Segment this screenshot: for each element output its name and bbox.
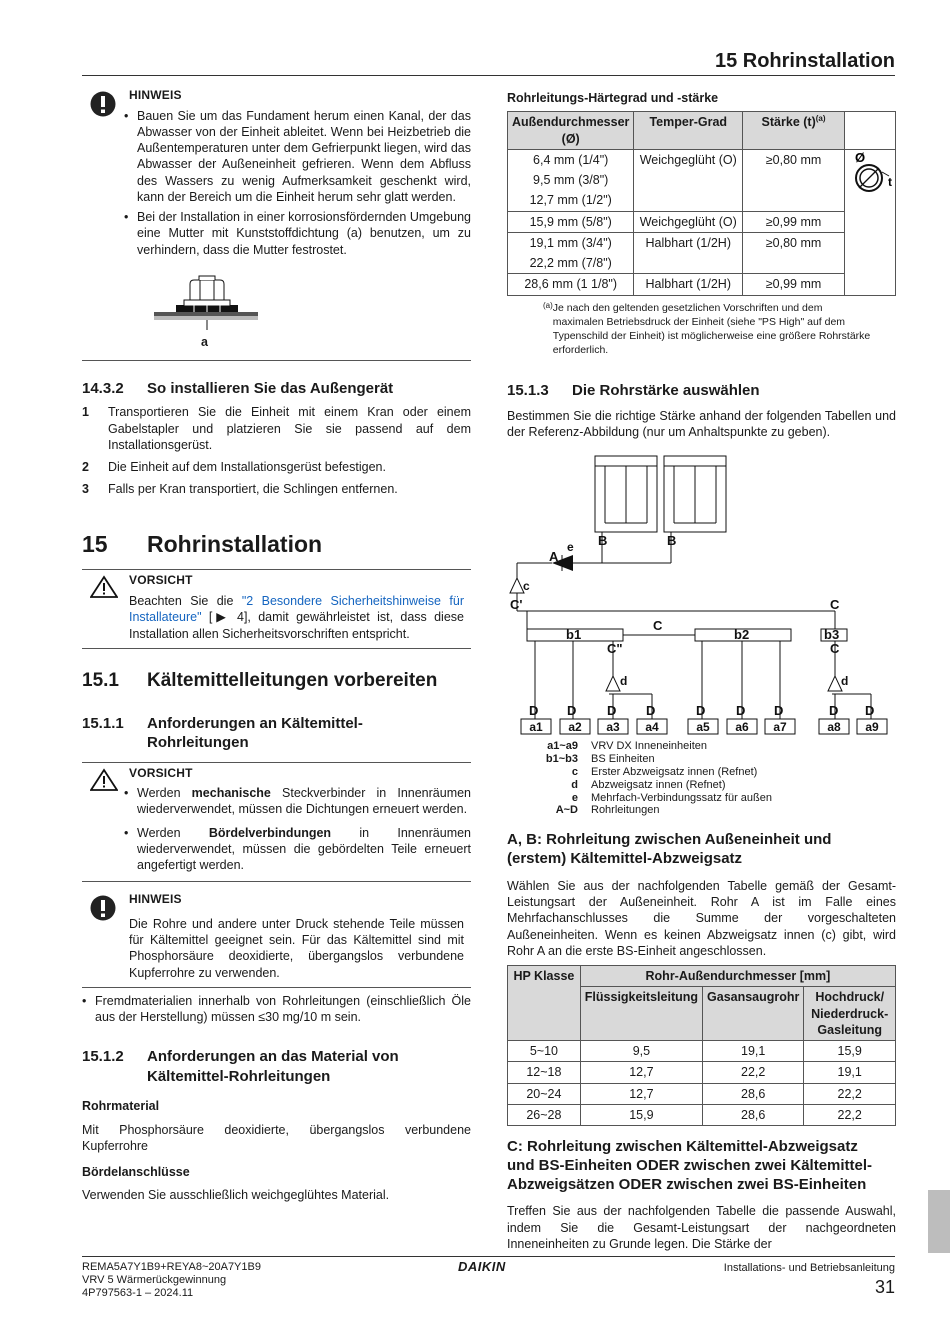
- table-cell: 6,4 mm (1/4"): [508, 149, 634, 170]
- legend-key: b1~b3: [545, 753, 578, 766]
- label-D: D: [607, 703, 617, 719]
- diagram-legend: [507, 740, 896, 817]
- label-b2: b2: [734, 627, 750, 643]
- table-cell: 20~24: [508, 1083, 581, 1104]
- table-row: [508, 1104, 896, 1125]
- label-d: d: [620, 674, 628, 689]
- table-cell: 19,1: [804, 1062, 896, 1083]
- table-cell: 15,9: [580, 1104, 702, 1125]
- legend-row: [507, 779, 896, 792]
- section-15-1-1-heading: [82, 714, 471, 753]
- text-run: Steckverbinder in Innenräumen wiederverwendet, müssen die Dichtungen erneuert werden.: [137, 786, 472, 817]
- label-a7: a7: [773, 720, 787, 735]
- table-cell: 9,5 mm (3/8"): [508, 170, 634, 190]
- section-title: So installieren Sie das Außengerät: [147, 379, 394, 397]
- refnet-d-icon: [828, 676, 842, 691]
- pipe-symbol-cell: [844, 149, 895, 295]
- section-number: 15.1.2: [82, 1048, 124, 1066]
- warning-triangle-icon: [90, 575, 118, 599]
- notice-item: • Bei der Installation in einer korrosionsfördernden Umgebung eine Mutter mit Kunststoffdichtung (a) benutzen, um zu verhindern, dass die Mutter festrostet.: [137, 209, 471, 258]
- legend-row: [507, 753, 896, 766]
- step-number: 1: [82, 405, 89, 420]
- label-c: c: [523, 579, 530, 594]
- table-row: [508, 1041, 896, 1062]
- notice-label: HINWEIS: [129, 88, 182, 102]
- legend-value: BS Einheiten: [591, 753, 655, 766]
- haerte-table: [507, 111, 896, 295]
- table-cell: Halbhart (1/2H): [634, 232, 743, 253]
- legend-value: Abzweigsatz innen (Refnet): [591, 778, 726, 791]
- table-row: [508, 170, 896, 190]
- legend-key: d: [571, 778, 578, 791]
- section-ab-heading: [507, 831, 896, 869]
- notice-item: • Bauen Sie um das Fundament herum einen Kanal, der das Abwasser von der Einheit ableitet. Wenn bei Heizbetrieb die Außentemperaturen unter dem Gefrierpunkt liegen, wird das Abwasser der Außeneinheit gefrieren. Wenn dem Abfluss des Wassers zu wenig Aufmerksamkeit geschenkt wird, kann der Bereich um die Einheit herum sehr glatt werden.: [137, 108, 471, 206]
- notice-item: [137, 785, 471, 818]
- notice-hinweis-2: [82, 892, 471, 988]
- text-run: Werden: [137, 786, 192, 801]
- bullet-foreign-material: • Fremdmaterialien innerhalb von Rohrleitungen (einschließlich Öle aus der Herstellung) müssen ≤30 mg/10 m sein.: [95, 993, 471, 1026]
- legend-key: A~D: [555, 804, 578, 817]
- table-cell: 12~18: [508, 1062, 581, 1083]
- table-cell: [743, 253, 845, 274]
- table-row: [508, 274, 896, 295]
- label-b1: b1: [566, 627, 582, 643]
- table-cell: ≥0,99 mm: [743, 211, 845, 232]
- chapter-heading: [82, 530, 471, 560]
- footer-product: VRV 5 Wärmerückgewinnung: [82, 1274, 227, 1287]
- table-cell: 9,5: [580, 1041, 702, 1062]
- notice-text: Die Rohre und andere unter Druck stehende Teile müssen für Kältemittel geeignet sein. Für das Kältemittel sind mit Phosphorsäure deoxidierte, übergangslos verbundene Kupferrohre zu verwenden.: [129, 916, 464, 980]
- col-header: Temper-Grad: [634, 112, 743, 150]
- label-a1: a1: [529, 720, 543, 735]
- table-row: [508, 190, 896, 211]
- col-header-group: Rohr-Außendurchmesser [mm]: [580, 966, 895, 987]
- footer-model: REMA5A7Y1B9+REYA8~20A7Y1B9: [82, 1261, 261, 1273]
- pipe-cross-section-icon: [847, 150, 897, 200]
- legend-key: a1~a9: [547, 740, 578, 753]
- notice-vorsicht-2: [82, 762, 471, 883]
- label-a2: a2: [568, 720, 582, 735]
- right-column: [507, 90, 896, 1252]
- piping-diagram: [507, 453, 896, 738]
- notice-label: HINWEIS: [129, 892, 182, 907]
- table-row: [508, 149, 896, 170]
- text-boerdel: Verwenden Sie ausschließlich weichgeglühtes Material.: [82, 1188, 390, 1203]
- notice-label: VORSICHT: [129, 573, 193, 588]
- label-d: d: [841, 674, 849, 689]
- table-cell: [634, 190, 743, 211]
- section-15-1-3-text: Bestimmen Sie die richtige Stärke anhand der folgenden Tabellen und der Referenz-Abbildung (nur um Anhaltspunkte zu geben).: [507, 408, 896, 439]
- install-steps: [82, 404, 471, 497]
- hp-class-table: [507, 965, 896, 1126]
- label-A: A: [549, 549, 559, 565]
- col-header: [743, 112, 845, 150]
- heading-line: und BS-Einheiten ODER zwischen zwei Kältemittel-: [507, 1156, 873, 1174]
- table-cell: 12,7: [580, 1083, 702, 1104]
- label-D: D: [774, 703, 784, 719]
- label-C-double-prime: C": [607, 641, 623, 657]
- page-number: 31: [874, 1277, 895, 1297]
- label-a8: a8: [827, 720, 841, 735]
- text-run-bold: Bördelverbindungen: [208, 825, 332, 840]
- table-row: [508, 253, 896, 274]
- text-run-bold: mechanische: [191, 786, 271, 801]
- table-cell: [743, 190, 845, 211]
- daikin-logo: DAIKIN: [458, 1259, 506, 1274]
- safety-link[interactable]: "2 Besondere Sicherheitshinweise für Installateure": [129, 594, 464, 625]
- footer-rule: [82, 1256, 895, 1257]
- table-cell: Halbhart (1/2H): [634, 274, 743, 295]
- figure-label-a: a: [201, 334, 208, 349]
- table-cell: 28,6 mm (1 1/8"): [508, 274, 634, 295]
- table-row: [508, 232, 896, 253]
- notice-label: VORSICHT: [129, 765, 193, 780]
- legend-row: [507, 804, 896, 817]
- table-cell: 15,9: [804, 1041, 896, 1062]
- exclamation-icon: [90, 91, 116, 117]
- footnote-ref: (a): [815, 114, 826, 124]
- footer-manual-title: Installations- und Betriebsanleitung: [723, 1262, 895, 1274]
- label-a6: a6: [735, 720, 749, 735]
- table-cell: [634, 253, 743, 274]
- notice-item: [137, 825, 471, 874]
- col-header: Hochdruck/ Niederdruck-Gasleitung: [804, 987, 896, 1041]
- label-C: C: [653, 618, 663, 634]
- col-header: HP Klasse: [508, 966, 581, 1041]
- section-number: 15.1: [82, 669, 119, 691]
- section-14-3-2-heading: [82, 379, 471, 399]
- table-cell: 22,2 mm (7/8"): [508, 253, 634, 274]
- page-header-title: 15 Rohrinstallation: [714, 50, 895, 72]
- table-cell: 22,2: [804, 1104, 896, 1125]
- table-row: [508, 1062, 896, 1083]
- legend-row: [507, 792, 896, 805]
- left-column: [82, 88, 471, 1204]
- label-D: D: [696, 703, 706, 719]
- label-a3: a3: [606, 720, 620, 735]
- legend-value: Mehrfach-Verbindungssatz für außen: [591, 791, 772, 804]
- legend-value: VRV DX Inneneinheiten: [591, 740, 707, 753]
- legend-value: Rohrleitungen: [591, 804, 660, 817]
- footer-doc-number: 4P797563-1 – 2024.11: [82, 1287, 194, 1300]
- chapter-title: Rohrinstallation: [147, 530, 323, 557]
- chapter-number: 15: [82, 530, 108, 557]
- text-run: Werden: [137, 825, 209, 840]
- text-run: [▶ 4], damit gewährleistet ist, dass diese Installation allen Sicherheitsvorschriften entspricht.: [129, 610, 464, 641]
- text-rohrmaterial: Mit Phosphorsäure deoxidierte, übergangslos verbundene Kupferrohre: [82, 1122, 471, 1153]
- col-header-text: Stärke (t): [761, 115, 816, 130]
- table-cell: 5~10: [508, 1041, 581, 1062]
- section-15-1-2-heading: [82, 1047, 471, 1086]
- refnet-c-icon: [510, 578, 524, 593]
- table-cell: ≥0,80 mm: [743, 149, 845, 170]
- pipe-diameter-symbol: Ø: [854, 149, 866, 165]
- nut-figure: [154, 272, 264, 352]
- step-text: Transportieren Sie die Einheit mit einem Kran oder einem Gabelstapler und platzieren Sie sie passend auf dem Installationsgerüst.: [108, 405, 471, 452]
- refnet-d-icon: [606, 676, 620, 691]
- header-rule: [82, 75, 895, 76]
- label-C-prime: C': [510, 597, 523, 613]
- table-row: [508, 1083, 896, 1104]
- table-cell: 19,1: [703, 1041, 804, 1062]
- exclamation-icon: [90, 895, 116, 921]
- heading-line: (erstem) Kältemittel-Abzweigsatz: [507, 850, 743, 868]
- label-b3: b3: [824, 627, 840, 643]
- section-title-line2: Kältemittel-Rohrleitungen: [147, 1067, 331, 1085]
- table-cell: 12,7: [580, 1062, 702, 1083]
- table-cell: Weichgeglüht (O): [634, 211, 743, 232]
- step-text: Falls per Kran transportiert, die Schlingen entfernen.: [108, 482, 398, 497]
- section-number: 15.1.3: [507, 382, 549, 400]
- heading-line: A, B: Rohrleitung zwischen Außeneinheit und: [507, 831, 832, 849]
- section-c-text: Treffen Sie aus der nachfolgenden Tabelle die passende Auswahl, indem Sie die Gesamt-Leistungsart der nachgeordneten Inneneinheiten zu Grunde legen. Die Stärke der: [507, 1204, 896, 1251]
- legend-key: e: [571, 791, 578, 804]
- label-D: D: [829, 703, 839, 719]
- section-title-line1: Anforderungen an Kältemittel-: [147, 714, 363, 732]
- table-cell: ≥0,99 mm: [743, 274, 845, 295]
- footnote-text: Je nach den geltenden gesetzlichen Vorschriften und dem maximalen Betriebsdruck der Einheit (siehe "PS High" auf dem Typenschild der Einheit) ist möglicherweise eine größere Rohrstärke erforderlich.: [552, 301, 871, 357]
- legend-value: Erster Abzweigsatz innen (Refnet): [591, 765, 758, 778]
- label-a5: a5: [696, 720, 710, 735]
- section-15-1-3-heading: [507, 381, 896, 401]
- haerte-table-wrap: [507, 111, 896, 295]
- table-row: [508, 211, 896, 232]
- chapter-side-tab: [928, 1190, 950, 1253]
- table-cell: 26~28: [508, 1104, 581, 1125]
- notice-vorsicht-1: [82, 569, 471, 648]
- legend-row: [507, 766, 896, 779]
- section-title-line2: Rohrleitungen: [147, 734, 249, 752]
- table-cell: 22,2: [804, 1083, 896, 1104]
- table-cell: ≥0,80 mm: [743, 232, 845, 253]
- warning-triangle-icon: [90, 768, 118, 792]
- label-B: B: [667, 533, 677, 549]
- table-cell: [634, 170, 743, 190]
- col-header-empty: [844, 112, 895, 150]
- label-D: D: [646, 703, 656, 719]
- section-title-line1: Anforderungen an das Material von: [147, 1048, 399, 1066]
- label-D: D: [865, 703, 875, 719]
- section-number: 14.3.2: [82, 379, 124, 397]
- subhead-boerdel: Bördelanschlüsse: [82, 1165, 190, 1180]
- label-a9: a9: [865, 720, 879, 735]
- nut-illustration: [154, 272, 264, 334]
- footer-doc-info: [82, 1261, 261, 1301]
- section-title: Kältemittelleitungen vorbereiten: [147, 669, 438, 691]
- subhead-rohrmaterial: Rohrmaterial: [82, 1099, 160, 1114]
- label-e: e: [567, 540, 574, 555]
- section-ab-text: Wählen Sie aus der nachfolgenden Tabelle gemäß der Gesamt-Leistungsart der Außeneinheit. Rohr A ist im Falle eines Mehrfachanschlusses die Summe der vorgeschalteten Außeneinheiten. Wenn es keinen Abzweigsatz innen (c) gibt, wird Rohr A an die erste BS-Einheit angeschlossen.: [507, 878, 896, 958]
- section-title: Die Rohrstärke auswählen: [572, 382, 760, 400]
- table-cell: 19,1 mm (3/4"): [508, 232, 634, 253]
- table-cell: Weichgeglüht (O): [634, 149, 743, 170]
- legend-key: c: [571, 765, 578, 778]
- col-header: Flüssigkeitsleitung: [580, 987, 702, 1041]
- notice-text: [129, 593, 471, 642]
- step-number: 2: [82, 460, 89, 475]
- notice-hinweis-1: [82, 88, 471, 361]
- heading-line: Abzweigsätzen ODER zwischen zwei BS-Einheiten: [507, 1175, 867, 1193]
- label-D: D: [736, 703, 746, 719]
- pipe-thickness-symbol: t: [887, 174, 892, 189]
- haerte-footnote: [543, 301, 873, 358]
- footnote-mark: (a): [543, 300, 553, 310]
- legend-row: [507, 740, 896, 753]
- table-cell: 15,9 mm (5/8"): [508, 211, 634, 232]
- text-run: Beachten Sie die: [129, 594, 242, 609]
- label-D: D: [567, 703, 577, 719]
- col-header: Gasansaugrohr: [703, 987, 804, 1041]
- table-cell: 22,2: [703, 1062, 804, 1083]
- text-run: in Innenräumen wiederverwendet, müssen die gebördelten Teile erneuert angefertigt werden.: [137, 825, 472, 873]
- label-B: B: [598, 533, 608, 549]
- label-a4: a4: [645, 720, 659, 735]
- label-C: C: [830, 597, 840, 613]
- step-number: 3: [82, 482, 89, 497]
- label-D: D: [529, 703, 539, 719]
- section-c-heading: [507, 1138, 896, 1194]
- table-cell: 28,6: [703, 1083, 804, 1104]
- section-15-1-heading: [82, 669, 471, 694]
- heading-line: C: Rohrleitung zwischen Kältemittel-Abzweigsatz: [507, 1138, 858, 1156]
- table-cell: [743, 170, 845, 190]
- step-text: Die Einheit auf dem Installationsgerüst befestigen.: [108, 460, 386, 475]
- label-C: C: [830, 641, 840, 657]
- table-cell: 12,7 mm (1/2"): [508, 190, 634, 211]
- section-number: 15.1.1: [82, 714, 124, 732]
- col-header: Außendurchmesser (Ø): [508, 112, 634, 150]
- table-cell: 28,6: [703, 1104, 804, 1125]
- table-title-haerte: Rohrleitungs-Härtegrad und -stärke: [507, 91, 719, 105]
